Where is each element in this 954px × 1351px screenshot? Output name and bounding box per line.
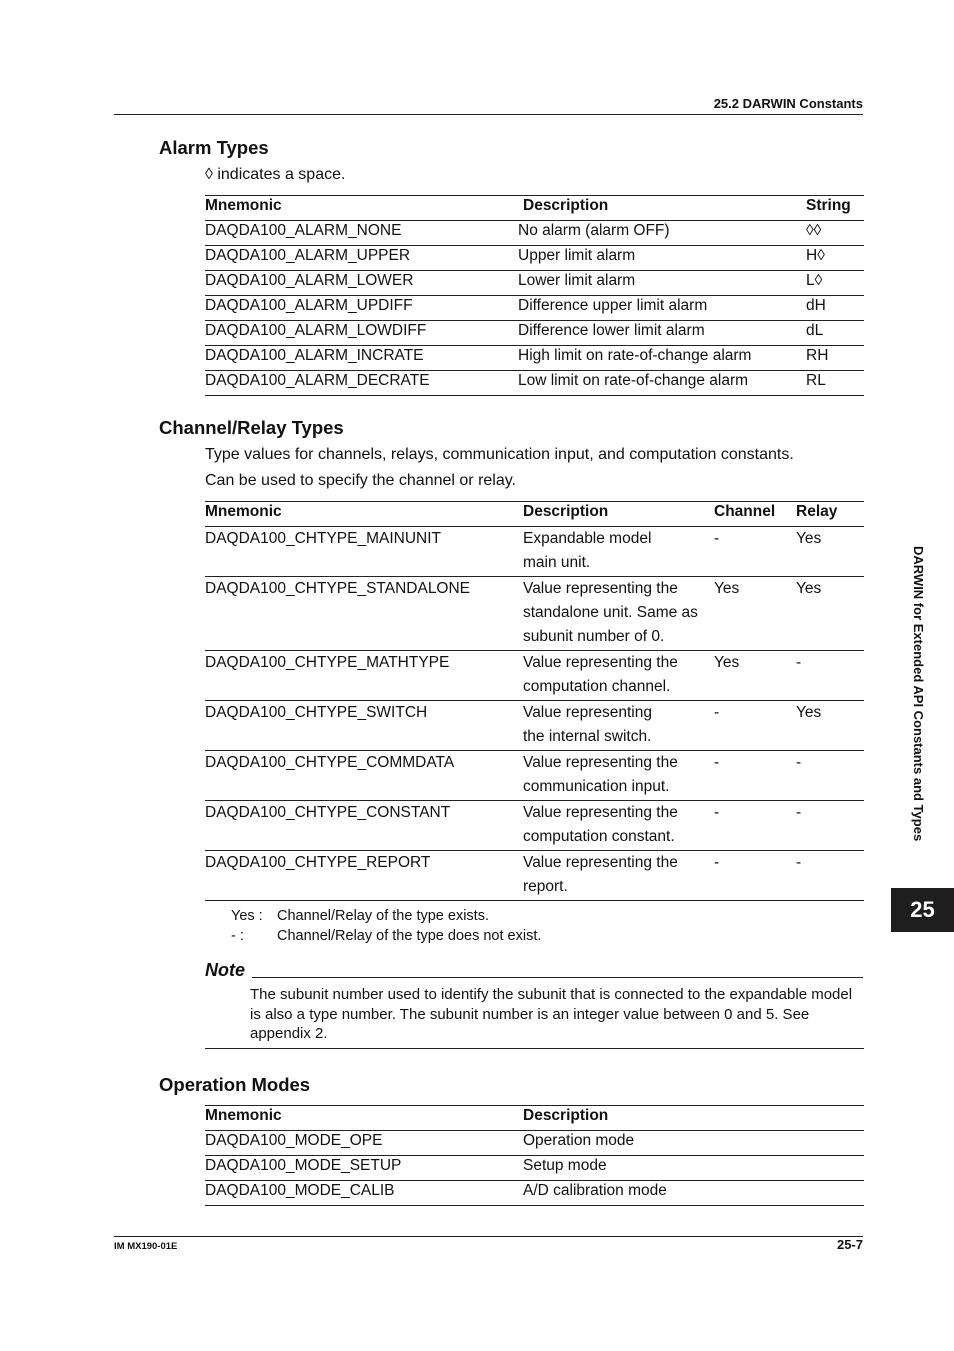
description-line: subunit number of 0. [523,628,665,645]
chapter-tab: 25 [891,888,954,932]
legend-key: Yes : [231,908,263,924]
cell-mnemonic: DAQDA100_MODE_SETUP [205,1157,402,1174]
legend-text: Channel/Relay of the type exists. [277,908,489,924]
cell-relay: - [796,854,802,871]
col-header-channel: Channel [714,503,776,520]
col-header-mnemonic: Mnemonic [205,503,282,520]
cell-relay: - [796,804,802,821]
cell-mnemonic: DAQDA100_CHTYPE_MAINUNIT [205,530,442,547]
cell-mnemonic: DAQDA100_CHTYPE_COMMDATA [205,754,455,771]
description-line: communication input. [523,778,670,795]
table-row [205,371,864,396]
table-row [205,701,864,751]
cell-mnemonic: DAQDA100_ALARM_DECRATE [205,372,430,389]
cell-mnemonic: DAQDA100_ALARM_UPPER [205,247,411,264]
cell-description [523,527,714,577]
cell-description [523,701,714,751]
table-header-row [205,196,864,221]
cell-mnemonic: DAQDA100_ALARM_LOWDIFF [205,322,427,339]
legend-dash [231,928,541,944]
cell-channel: Yes [714,580,740,597]
table-row [205,221,864,246]
note-text: The subunit number used to identify the subunit that is connected to the expandable model is also a type number. The subunit number is an integer value between 0 and 5. See appendix 2. [250,986,853,1042]
description-line: Value representing the [523,854,678,871]
col-header-description: Description [523,503,609,520]
footer-doc-id: IM MX190-01E [114,1241,178,1252]
alarm-types-table [205,195,864,396]
cell-relay: - [796,654,802,671]
description-line: Expandable model [523,530,652,547]
col-header-description: Description [523,1107,609,1124]
col-header-description: Description [523,197,609,214]
cell-description: No alarm (alarm OFF) [518,222,670,239]
table-row [205,1156,864,1181]
alarm-types-intro: ◊ indicates a space. [205,166,346,183]
cell-description: High limit on rate-of-change alarm [518,347,752,364]
cell-mnemonic: DAQDA100_CHTYPE_CONSTANT [205,804,451,821]
cell-description: Lower limit alarm [518,272,636,289]
cell-description: Operation mode [523,1132,635,1149]
cell-description: Difference upper limit alarm [518,297,708,314]
cell-mnemonic: DAQDA100_CHTYPE_MATHTYPE [205,654,450,671]
table-row [205,751,864,801]
cell-mnemonic: DAQDA100_ALARM_NONE [205,222,402,239]
cell-string: H◊ [806,247,825,264]
description-line: computation constant. [523,828,675,845]
cell-mnemonic: DAQDA100_CHTYPE_STANDALONE [205,580,471,597]
cell-mnemonic: DAQDA100_ALARM_UPDIFF [205,297,413,314]
col-header-string: String [806,197,851,214]
table-header-row [205,1106,864,1131]
footer-rule [114,1236,863,1237]
page-number: 25-7 [836,1237,863,1252]
cell-string: RL [806,372,826,389]
table-row [205,321,864,346]
table-row [205,527,864,577]
cell-string: RH [806,347,829,364]
table-row [205,1181,864,1206]
cell-mnemonic: DAQDA100_MODE_OPE [205,1132,383,1149]
cell-description: Upper limit alarm [518,247,636,264]
cell-mnemonic: DAQDA100_CHTYPE_SWITCH [205,704,428,721]
cell-description [523,651,714,701]
table-row [205,1131,864,1156]
cell-mnemonic: DAQDA100_ALARM_INCRATE [205,347,424,364]
note-rule [252,977,863,978]
table-row [205,271,864,296]
operation-modes-table [205,1105,864,1206]
running-header: 25.2 DARWIN Constants [713,96,863,111]
chapter-side-title: DARWIN for Extended API Constants and Types [911,546,926,842]
description-line: report. [523,878,568,895]
cell-relay: Yes [796,704,822,721]
cell-mnemonic: DAQDA100_MODE_CALIB [205,1182,395,1199]
description-line: the internal switch. [523,728,652,745]
legend-key: - : [231,928,244,944]
header-rule [114,114,863,115]
operation-modes-heading: Operation Modes [159,1074,311,1095]
note-bottom-rule [205,1048,864,1049]
alarm-types-heading: Alarm Types [159,137,269,158]
channel-relay-heading: Channel/Relay Types [159,417,344,438]
cell-channel: - [714,854,720,871]
cell-channel: - [714,754,720,771]
cell-mnemonic: DAQDA100_ALARM_LOWER [205,272,414,289]
cell-relay: Yes [796,530,822,547]
table-row [205,801,864,851]
note-title: Note [205,960,245,980]
table-row [205,851,864,901]
description-line: Value representing the [523,754,678,771]
col-header-mnemonic: Mnemonic [205,1107,282,1124]
legend-yes [231,908,489,924]
col-header-mnemonic: Mnemonic [205,197,282,214]
table-row [205,651,864,701]
cell-channel: - [714,704,720,721]
channel-relay-intro-2: Can be used to specify the channel or relay. [205,472,516,489]
table-row [205,246,864,271]
description-line: standalone unit. Same as [523,604,698,621]
cell-mnemonic: DAQDA100_CHTYPE_REPORT [205,854,431,871]
table-row [205,296,864,321]
cell-description [523,801,714,851]
cell-channel: Yes [714,654,740,671]
cell-description [523,577,714,651]
cell-description [523,751,714,801]
cell-description: Difference lower limit alarm [518,322,705,339]
cell-description: Low limit on rate-of-change alarm [518,372,749,389]
col-header-relay: Relay [796,503,838,520]
description-line: Value representing [523,704,652,721]
channel-relay-table [205,501,864,901]
cell-description [523,851,714,901]
table-row [205,346,864,371]
cell-string: ◊◊ [806,222,822,239]
cell-string: dL [806,322,824,339]
table-row [205,577,864,651]
cell-relay: Yes [796,580,822,597]
description-line: Value representing the [523,654,678,671]
legend-text: Channel/Relay of the type does not exist. [277,928,542,944]
cell-description: A/D calibration mode [523,1182,667,1199]
description-line: Value representing the [523,804,678,821]
cell-string: dH [806,297,826,314]
table-header-row [205,502,864,527]
cell-string: L◊ [806,272,823,289]
cell-relay: - [796,754,802,771]
description-line: computation channel. [523,678,671,695]
channel-relay-intro-1: Type values for channels, relays, communication input, and computation constants. [205,446,794,463]
cell-description: Setup mode [523,1157,607,1174]
cell-channel: - [714,530,720,547]
description-line: main unit. [523,554,591,571]
cell-channel: - [714,804,720,821]
description-line: Value representing the [523,580,678,597]
